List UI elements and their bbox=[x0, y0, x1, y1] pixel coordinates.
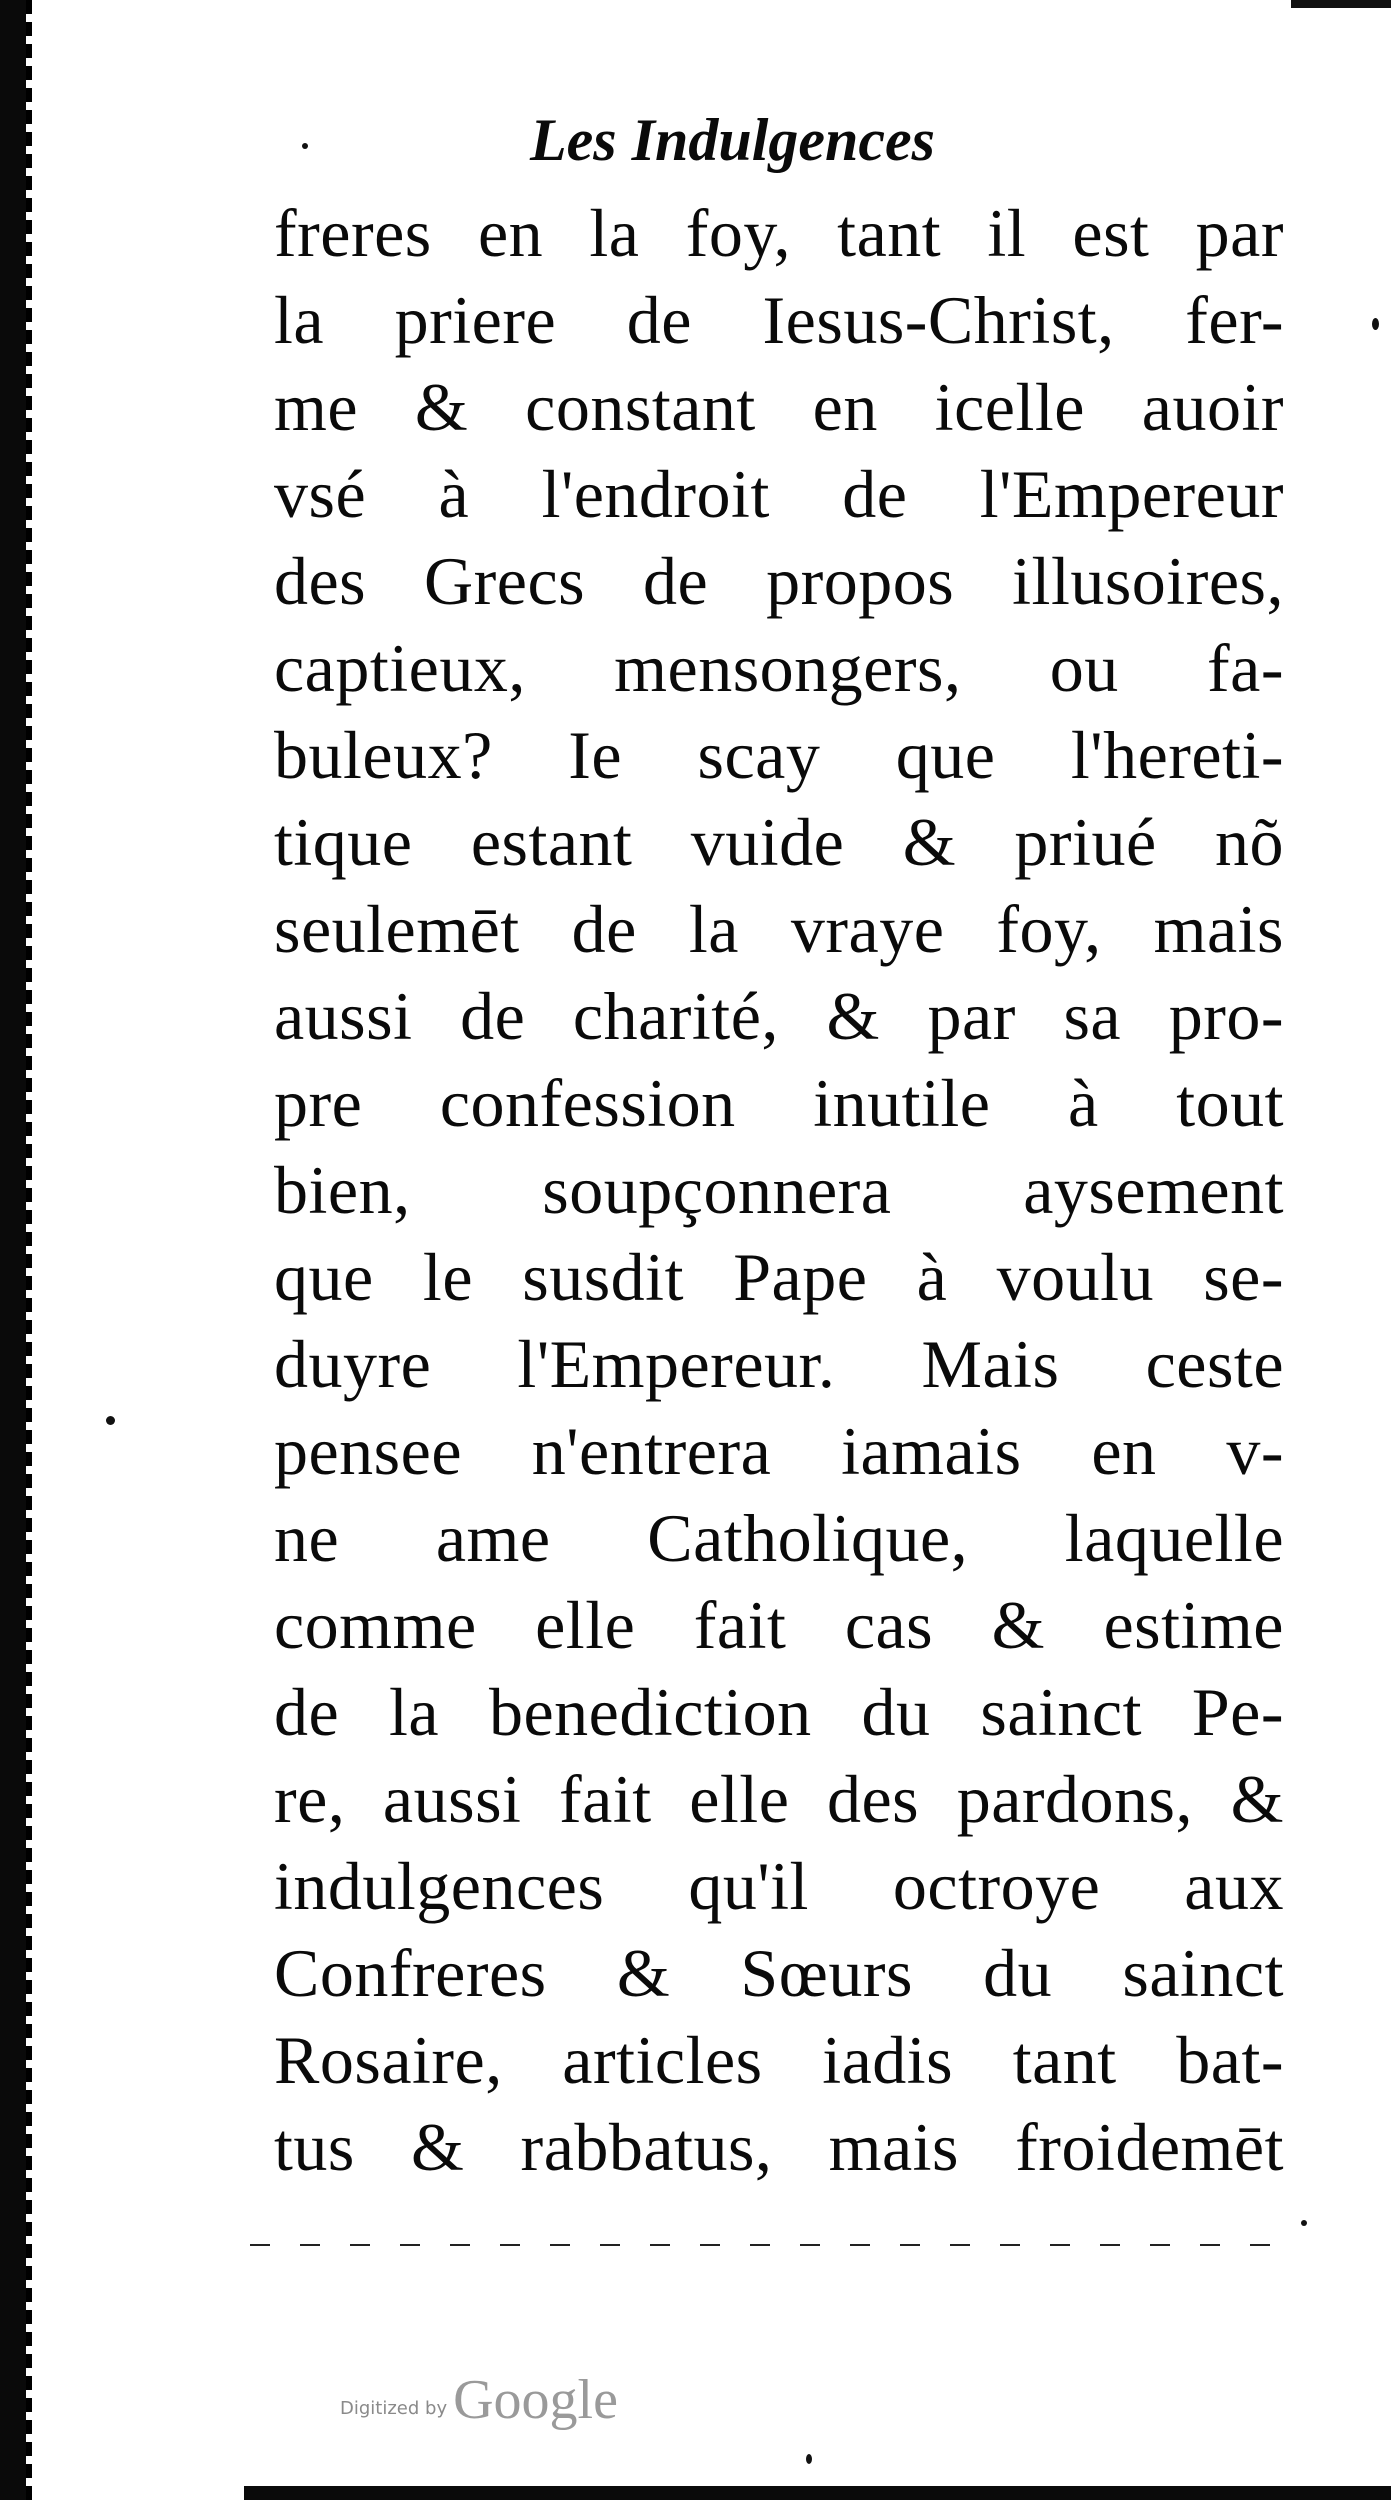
text-line: des Grecs de propos illusoires, bbox=[274, 543, 1284, 619]
text-line: seulemēt de la vraye foy, mais bbox=[274, 891, 1284, 967]
text-line: pensee n'entrera iamais en v- bbox=[274, 1413, 1284, 1489]
text-line: bien, soupçonnera aysement bbox=[274, 1152, 1284, 1228]
text-line: tique estant vuide & priué nõ bbox=[274, 804, 1284, 880]
page-edge-texture bbox=[26, 0, 32, 2500]
text-line: de la benediction du sainct Pe- bbox=[274, 1674, 1284, 1750]
text-line: freres en la foy, tant il est par bbox=[274, 195, 1284, 271]
body-text bbox=[274, 190, 1284, 2191]
running-head: Les Indulgences bbox=[530, 107, 935, 173]
text-line: pre confession inutile à tout bbox=[274, 1065, 1284, 1141]
text-line: la priere de Iesus-Christ, fer- bbox=[274, 282, 1284, 358]
text-line: Confreres & Sœurs du sainct bbox=[274, 1935, 1284, 2011]
ink-speck bbox=[106, 1416, 115, 1425]
google-logo: Google bbox=[453, 2369, 618, 2431]
scan-edge-mark bbox=[1291, 0, 1391, 8]
text-line: ne ame Catholique, laquelle bbox=[274, 1500, 1284, 1576]
text-line: captieux, mensongers, ou fa- bbox=[274, 630, 1284, 706]
text-line: duyre l'Empereur. Mais ceste bbox=[274, 1326, 1284, 1402]
text-line: re, aussi fait elle des pardons, & bbox=[274, 1761, 1284, 1837]
ink-speck bbox=[1301, 2220, 1307, 2226]
scan-artifact-line bbox=[250, 2244, 1280, 2246]
text-line: tus & rabbatus, mais froidemēt bbox=[274, 2109, 1284, 2185]
text-line: comme elle fait cas & estime bbox=[274, 1587, 1284, 1663]
ink-speck bbox=[302, 143, 308, 149]
digitized-watermark bbox=[340, 2368, 618, 2432]
ink-speck bbox=[1372, 318, 1379, 330]
text-line: indulgences qu'il octroye aux bbox=[274, 1848, 1284, 1924]
text-line: aussi de charité, & par sa pro- bbox=[274, 978, 1284, 1054]
digitized-label: Digitized by bbox=[340, 2398, 448, 2419]
page-edge-shadow bbox=[0, 0, 26, 2500]
text-line: Rosaire, articles iadis tant bat- bbox=[274, 2022, 1284, 2098]
text-line: buleux? Ie scay que l'hereti- bbox=[274, 717, 1284, 793]
page-bottom-shadow bbox=[244, 2486, 1391, 2500]
ink-speck bbox=[806, 2454, 812, 2464]
text-line: que le susdit Pape à voulu se- bbox=[274, 1239, 1284, 1315]
text-line: vsé à l'endroit de l'Empereur bbox=[274, 456, 1284, 532]
text-line: me & constant en icelle auoir bbox=[274, 369, 1284, 445]
